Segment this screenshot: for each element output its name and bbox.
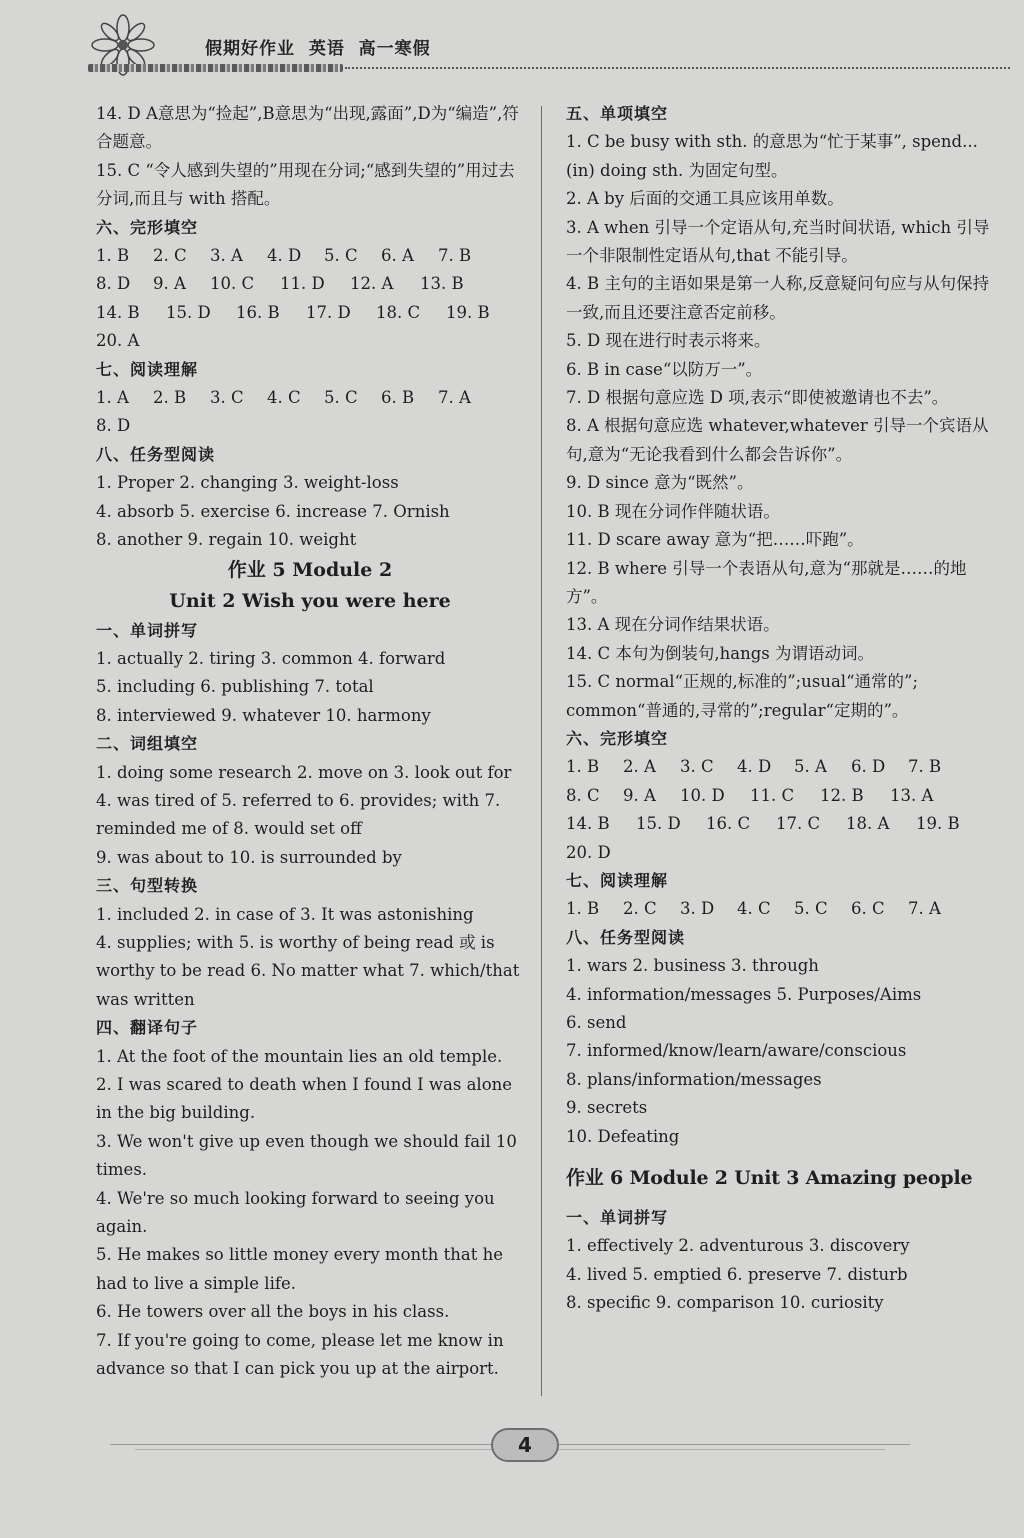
section-heading: 二、词组填空 — [96, 734, 199, 754]
assignment-title: 作业 6 Module 2 Unit 3 Amazing people — [566, 1167, 973, 1190]
section-heading: 三、句型转换 — [96, 876, 199, 896]
answer-text: 3. We won't give up even though we should fail 10 times. — [96, 1131, 517, 1180]
header-bar — [88, 64, 343, 72]
answer-item: 10. D — [680, 785, 725, 805]
answer-text: 1. C be busy with sth. 的意思为“忙于某事”, spend...(in) doing sth. 为固定句型。 — [566, 132, 978, 180]
answer-item: 1. B — [566, 899, 600, 919]
answer-line: 8. interviewed 9. whatever 10. harmony — [96, 705, 431, 725]
answer-item: 12. A — [350, 274, 394, 294]
answer-item: 19. B — [446, 302, 490, 322]
answer-line: 5. including 6. publishing 7. total — [96, 677, 374, 697]
answer-row — [96, 384, 524, 412]
answer-text: 8. A 根据句意应选 whatever,whatever 引导一个宾语从句,意为“无论我看到什么都会告诉你”。 — [566, 416, 989, 464]
page-number: 4 — [491, 1428, 559, 1462]
answer-item: 5. A — [794, 757, 827, 777]
answer-item: 1. A — [96, 388, 129, 408]
section-heading: 六、完形填空 — [96, 217, 199, 237]
section-heading: 一、单词拼写 — [566, 1208, 669, 1228]
answer-row — [566, 839, 998, 867]
answer-item: 8. C — [566, 785, 600, 805]
answer-item: 16. B — [236, 302, 280, 322]
answer-text: 3. A when 引导一个定语从句,充当时间状语, which 引导一个非限制性定语从句,that 不能引导。 — [566, 217, 990, 266]
answer-text: 1. doing some research 2. move on 3. look out for 4. was tired of 5. referred to 6. provides; with 7. reminded me of 8. would set off — [96, 762, 512, 839]
answer-text: 7. If you're going to come, please let me know in advance so that I can pick you up at the airport. — [96, 1330, 504, 1379]
answer-item: 13. B — [420, 274, 464, 294]
answer-item: 14. B — [566, 814, 610, 834]
answer-text: 6. B in case“以防万一”。 — [566, 359, 763, 379]
answer-item: 7. B — [908, 757, 942, 777]
answer-item: 7. B — [438, 246, 472, 266]
answer-item: 18. A — [846, 814, 890, 834]
answer-item: 3. C — [210, 388, 244, 408]
answer-text: 9. D since 意为“既然”。 — [566, 473, 754, 493]
answer-item: 16. C — [706, 814, 751, 834]
answer-item: 11. D — [280, 274, 325, 294]
answer-item: 4. D — [267, 246, 302, 266]
answer-text: 1. At the foot of the mountain lies an old temple. — [96, 1046, 503, 1066]
answer-row — [96, 412, 524, 440]
answer-text: 15. C normal“正规的,标准的”;usual“通常的”; common“普通的,寻常的”;regular“定期的”。 — [566, 672, 919, 720]
answer-text: 14. C 本句为倒装句,hangs 为谓语动词。 — [566, 643, 874, 663]
answer-text: 2. I was scared to death when I found I was alone in the big building. — [96, 1075, 513, 1123]
answer-line: 1. wars 2. business 3. through — [566, 956, 819, 976]
section-heading: 八、任务型阅读 — [96, 444, 216, 464]
answer-row — [566, 753, 998, 781]
section-heading: 八、任务型阅读 — [566, 927, 686, 947]
answer-row — [96, 242, 524, 270]
left-column — [96, 100, 524, 1383]
answer-text: 15. C “令人感到失望的”用现在分词;“感到失望的”用过去分词,而且与 with 搭配。 — [96, 160, 515, 209]
answer-line: 6. send — [566, 1013, 627, 1032]
answer-row — [566, 895, 998, 923]
answer-item: 2. A — [623, 757, 656, 777]
answer-item: 6. D — [851, 757, 886, 777]
answer-item: 19. B — [916, 814, 960, 834]
answer-line: 7. informed/know/learn/aware/conscious — [566, 1041, 907, 1061]
assignment-title: Unit 2 Wish you were here — [169, 589, 451, 612]
section-heading: 四、翻译句子 — [96, 1018, 199, 1038]
section-heading: 一、单词拼写 — [96, 620, 199, 640]
answer-item: 2. C — [153, 246, 187, 266]
answer-text: 6. He towers over all the boys in his class. — [96, 1302, 450, 1322]
answer-text: 1. included 2. in case of 3. It was astonishing — [96, 904, 474, 924]
answer-item: 1. B — [96, 246, 130, 266]
answer-row — [566, 810, 998, 838]
assignment-title: 作业 5 Module 2 — [227, 558, 393, 581]
answer-item: 6. C — [851, 899, 885, 919]
answer-item: 9. A — [153, 274, 186, 294]
answer-item: 17. C — [776, 814, 821, 834]
section-heading: 五、单项填空 — [566, 104, 669, 123]
answer-item: 6. B — [381, 388, 415, 408]
answer-text: 5. He makes so little money every month that he had to live a simple life. — [96, 1245, 504, 1293]
section-heading: 七、阅读理解 — [96, 359, 199, 379]
answer-item: 3. A — [210, 246, 243, 266]
answer-item: 5. C — [794, 899, 828, 919]
answer-text: 2. A by 后面的交通工具应该用单数。 — [566, 189, 844, 209]
answer-item: 8. D — [96, 416, 131, 436]
answer-item: 1. B — [566, 757, 600, 777]
answer-item: 11. C — [750, 785, 795, 805]
answer-line: 4. lived 5. emptied 6. preserve 7. disturb — [566, 1264, 908, 1284]
answer-item: 7. A — [438, 388, 471, 408]
answer-line: 9. secrets — [566, 1098, 648, 1118]
answer-line: 1. effectively 2. adventurous 3. discovery — [566, 1236, 910, 1256]
answer-item: 3. C — [680, 757, 714, 777]
answer-item: 6. A — [381, 246, 414, 266]
answer-item: 15. D — [166, 302, 211, 322]
answer-line: 4. absorb 5. exercise 6. increase 7. Ornish — [96, 501, 450, 521]
answer-item: 18. C — [376, 302, 421, 322]
answer-item: 20. A — [96, 331, 140, 351]
answer-item: 10. C — [210, 274, 255, 294]
answer-text: 11. D scare away 意为“把……吓跑”。 — [566, 530, 864, 550]
answer-text: 4. B 主句的主语如果是第一人称,反意疑问句应与从句保持一致,而且还要注意否定前移。 — [566, 274, 990, 322]
answer-item: 20. D — [566, 842, 611, 862]
answer-item: 13. A — [890, 785, 934, 805]
answer-text: 14. D A意思为“捡起”,B意思为“出现,露面”,D为“编造”,符合题意。 — [96, 104, 519, 152]
answer-item: 17. D — [306, 302, 351, 322]
answer-text: 5. D 现在进行时表示将来。 — [566, 331, 771, 351]
answer-item: 2. C — [623, 899, 657, 919]
answer-text: 4. We're so much looking forward to seeing you again. — [96, 1188, 495, 1237]
answer-text: 12. B where 引导一个表语从句,意为“那就是……的地方”。 — [566, 558, 967, 606]
answer-text: 13. A 现在分词作结果状语。 — [566, 615, 780, 635]
answer-line: 8. plans/information/messages — [566, 1069, 822, 1089]
answer-item: 15. D — [636, 814, 681, 834]
answer-item: 14. B — [96, 302, 140, 322]
answer-line: 8. specific 9. comparison 10. curiosity — [566, 1293, 884, 1313]
column-divider — [541, 106, 542, 1396]
answer-item: 8. D — [96, 274, 131, 294]
header-title: 假期好作业 英语 高一寒假 — [205, 39, 431, 59]
section-heading: 七、阅读理解 — [566, 870, 669, 890]
answer-item: 9. A — [623, 785, 656, 805]
section-heading: 六、完形填空 — [566, 728, 669, 748]
header-dotted-rule — [345, 67, 1010, 69]
answer-line: 1. Proper 2. changing 3. weight-loss — [96, 473, 399, 493]
answer-item: 5. C — [324, 246, 358, 266]
answer-text: 4. supplies; with 5. is worthy of being read 或 is worthy to be read 6. No matter what 7. which/that was written — [96, 932, 520, 1009]
answer-item: 4. C — [737, 899, 771, 919]
answer-row — [96, 270, 524, 298]
answer-item: 7. A — [908, 899, 941, 919]
answer-line: 8. another 9. regain 10. weight — [96, 530, 357, 550]
answer-item: 3. D — [680, 899, 715, 919]
answer-item: 2. B — [153, 388, 187, 408]
page-header — [0, 0, 1024, 80]
answer-row — [566, 782, 998, 810]
right-column — [566, 100, 998, 1318]
answer-row — [96, 299, 524, 327]
answer-row — [96, 327, 524, 355]
answer-item: 4. D — [737, 757, 772, 777]
answer-line: 1. actually 2. tiring 3. common 4. forward — [96, 648, 446, 668]
answer-item: 4. C — [267, 388, 301, 408]
answer-line: 9. was about to 10. is surrounded by — [96, 847, 402, 867]
answer-text: 10. B 现在分词作伴随状语。 — [566, 501, 780, 521]
answer-item: 12. B — [820, 785, 864, 805]
answer-line: 4. information/messages 5. Purposes/Aims — [566, 984, 922, 1004]
answer-item: 5. C — [324, 388, 358, 408]
answer-line: 10. Defeating — [566, 1126, 680, 1146]
answer-text: 7. D 根据句意应选 D 项,表示“即使被邀请也不去”。 — [566, 388, 949, 408]
